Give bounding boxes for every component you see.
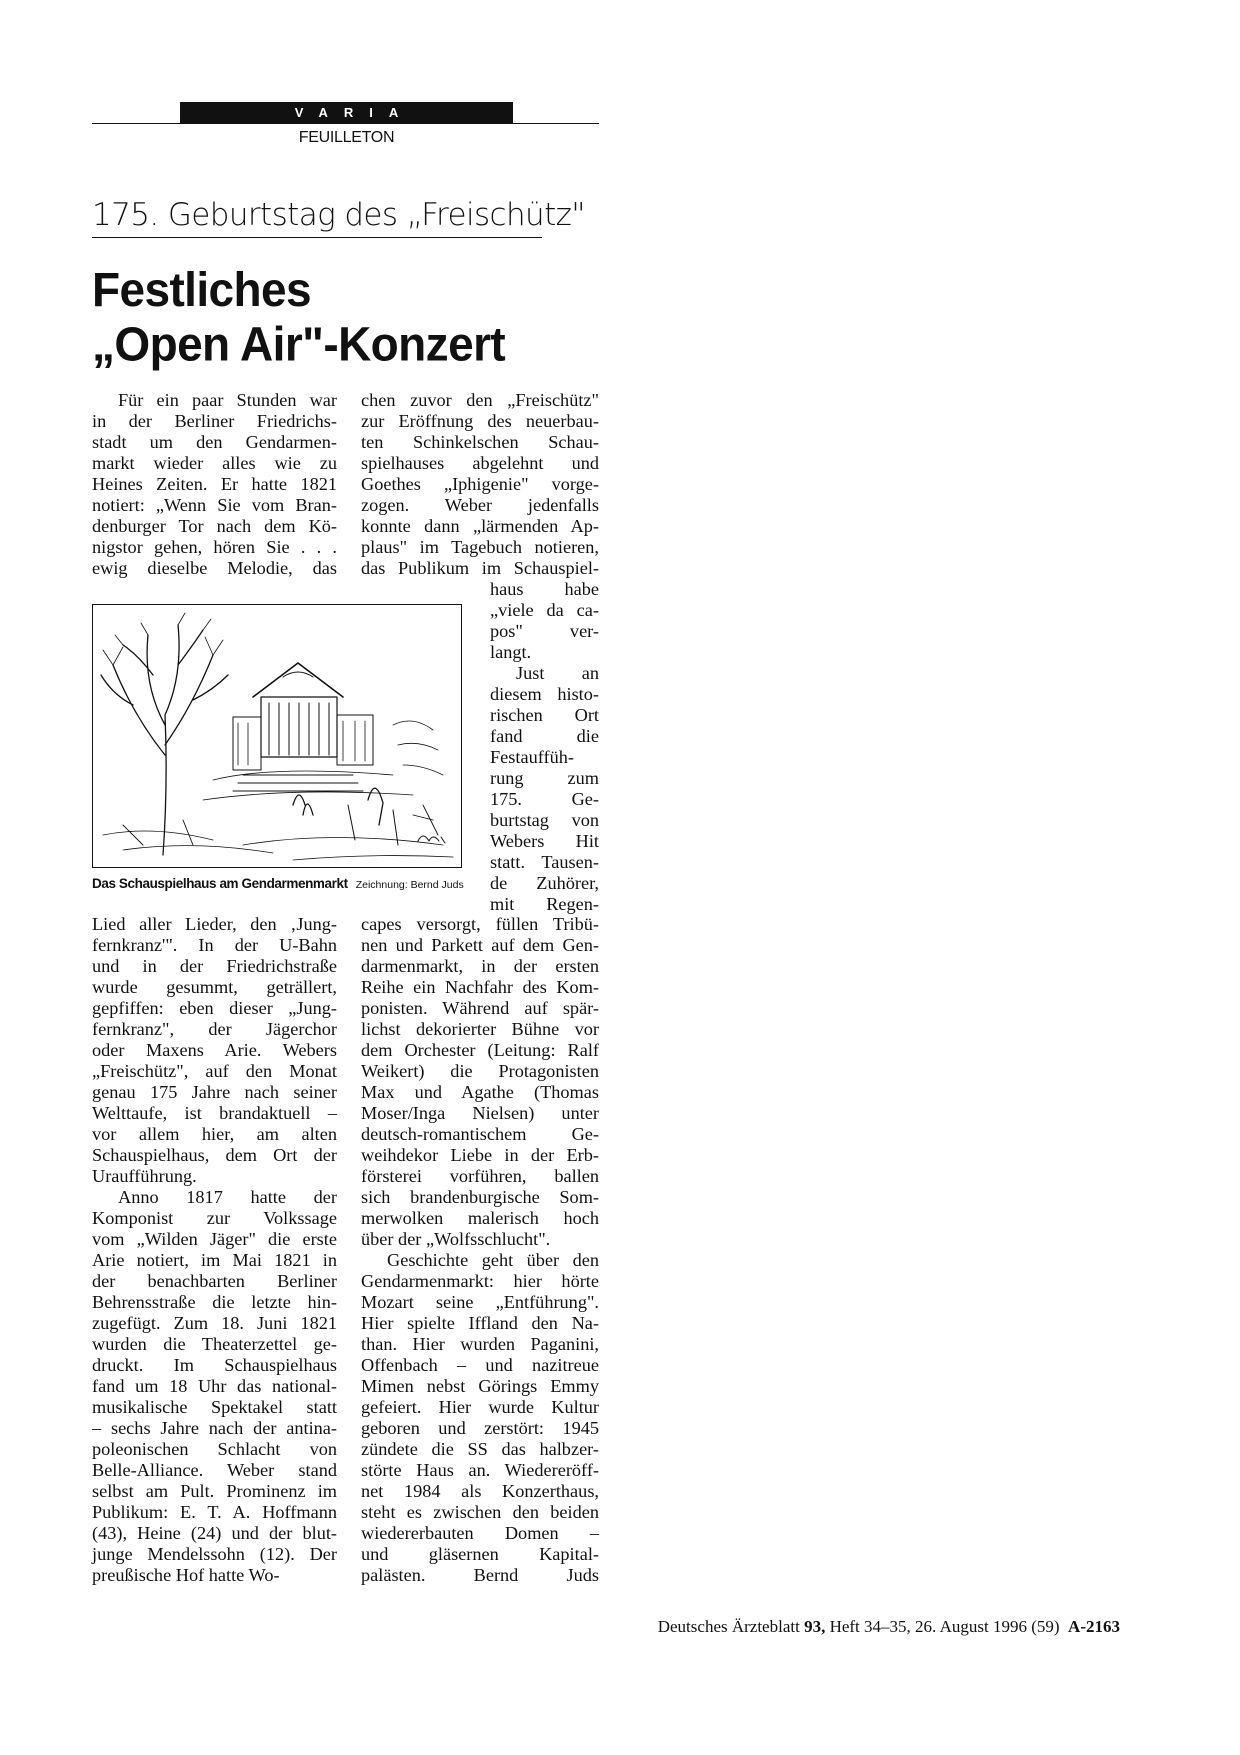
text-line: 175. Ge- [490,789,599,809]
text-line: ewig dieselbe Melodie, das [92,558,337,578]
text-line: „viele da ca- [490,600,599,620]
text-line: mit Regen- [490,894,599,914]
text-line: pos" ver- [490,621,599,641]
text-line: über der „Wolfsschlucht". [361,1229,551,1249]
headline-line-2: „Open Air"-Konzert [92,316,506,372]
text-line: fand die [490,726,599,746]
text-line: „Freischütz", auf den Monat [92,1061,337,1081]
illustration-schauspielhaus [92,604,462,868]
text-line: langt. [490,642,532,662]
text-line: haus habe [490,579,599,599]
text-line: wurde gesummt, geträllert, [92,977,337,997]
text-line: ten Schinkelschen Schau- [361,432,599,452]
text-line: Schauspielhaus, dem Ort der [92,1145,337,1165]
text-line: Just an [516,663,599,683]
text-line: Offenbach – und nazitreue [361,1355,599,1375]
caption-text: Das Schauspielhaus am Gendarmenmarkt [92,876,348,891]
text-line: Behrensstraße die letzte hin- [92,1292,337,1312]
text-line: Hier spielte Iffland den Na- [361,1313,599,1333]
text-line: Uraufführung. [92,1166,197,1186]
header-rule [92,123,599,124]
text-line: Festauffüh- [490,747,574,767]
text-line: Reihe ein Nachfahr des Kom- [361,977,599,997]
column-1-bottom [92,914,337,1586]
text-line: than. Hier wurden Paganini, [361,1334,599,1354]
text-line: Lied aller Lieder, den ‚Jung- [92,914,337,934]
text-line: notiert: „Wenn Sie vom Bran- [92,495,337,515]
text-line: plaus" im Tagebuch notieren, [361,537,599,557]
text-line: net 1984 als Konzerthaus, [361,1481,599,1501]
text-line: genau 175 Jahre nach seiner [92,1082,337,1102]
section-label: VARIA [180,102,513,123]
text-line: Arie notiert, im Mai 1821 in [92,1250,337,1270]
text-line: zündete die SS das halbzer- [361,1439,599,1459]
text-line: deutsch-romantischem Ge- [361,1124,599,1144]
text-line: Webers Hit [490,831,599,851]
text-line: Komponist zur Volkssage [92,1208,337,1228]
text-line: Max und Agathe (Thomas [361,1082,599,1102]
text-line: das Publikum im Schauspiel- [361,558,599,578]
article-kicker: 175. Geburtstag des „Freischütz" [92,195,542,238]
text-line: geboren und zerstört: 1945 [361,1418,599,1438]
figure-caption [92,875,462,893]
text-line: Publikum: E. T. A. Hoffmann [92,1502,337,1522]
text-line: chen zuvor den „Freischütz" [361,390,599,410]
article-headline [92,262,652,371]
text-line: zur Eröffnung des neuerbau- [361,411,599,431]
subsection-label: FEUILLETON [298,129,395,146]
text-line: Goethes „Iphigenie" vorge- [361,474,599,494]
text-line: störte Haus an. Wiedereröff- [361,1460,599,1480]
text-line: zogen. Weber jedenfalls [361,495,599,515]
text-line: capes versorgt, füllen Tribü- [361,914,599,934]
text-line: Heines Zeiten. Er hatte 1821 [92,474,337,494]
footer-journal: Deutsches Ärzteblatt [657,1617,800,1636]
text-line: lichst dekorierter Bühne vor [361,1019,599,1039]
text-line: ponisten. Während auf spär- [361,998,599,1018]
text-line: diesem histo- [490,684,599,704]
text-line: wurden die Theaterzettel ge- [92,1334,337,1354]
column-2-narrow [490,579,599,915]
text-line: Für ein paar Stunden war [118,390,337,410]
text-line: försterei vorführen, ballen [361,1166,599,1186]
text-line: Mimen nebst Görings Emmy [361,1376,599,1396]
text-line: de Zuhörer, [490,873,599,893]
text-line: markt wieder alles wie zu [92,453,337,473]
footer-issue: Heft 34–35, 26. August 1996 (59) [829,1617,1060,1636]
text-line: poleonischen Schlacht von [92,1439,337,1459]
text-line: gepfiffen: eben dieser „Jung- [92,998,337,1018]
text-line: weihdekor Liebe in der Erb- [361,1145,599,1165]
page-footer [658,1617,1120,1637]
text-line: preußische Hof hatte Wo- [92,1565,280,1585]
text-line: darmenmarkt, in der ersten [361,956,599,976]
text-line: sich brandenburgische Som- [361,1187,599,1207]
footer-page-number: A-2163 [1068,1617,1120,1636]
text-line: und gläsernen Kapital- [361,1544,599,1564]
text-line: oder Maxens Arie. Webers [92,1040,337,1060]
text-line: druckt. Im Schauspielhaus [92,1355,337,1375]
text-line: junge Mendelssohn (12). Der [92,1544,337,1564]
text-line: konnte dann „lärmenden Ap- [361,516,599,536]
text-line: fernkranz'". In der U-Bahn [92,935,337,955]
column-2-bottom [361,914,599,1586]
text-line: in der Berliner Friedrichs- [92,411,337,431]
text-line: dem Orchester (Leitung: Ralf [361,1040,599,1060]
drawing-sketch [93,605,461,867]
caption-credit: Zeichnung: Bernd Juds [355,879,464,891]
text-line: Moser/Inga Nielsen) unter [361,1103,599,1123]
text-line: fernkranz", der Jägerchor [92,1019,337,1039]
column-1-top [92,390,337,579]
headline-line-1: Festliches [92,262,311,317]
text-line: nigstor gehen, hören Sie . . . [92,537,337,557]
footer-volume: 93, [804,1617,826,1636]
text-line: palästen. Bernd Juds [361,1565,599,1585]
text-line: denburger Tor nach dem Kö- [92,516,337,536]
text-line: Mozart seine „Entführung". [361,1292,599,1312]
text-line: der benachbarten Berliner [92,1271,337,1291]
text-line: selbst am Pult. Prominenz im [92,1481,337,1501]
text-line: musikalische Spektakel statt [92,1397,337,1417]
text-line: rischen Ort [490,705,599,725]
text-line: merwolken malerisch hoch [361,1208,599,1228]
text-line: gefeiert. Hier wurde Kultur [361,1397,599,1417]
text-line: Gendarmenmarkt: hier hörte [361,1271,599,1291]
text-line: statt. Tausen- [490,852,599,872]
text-line: nen und Parkett auf dem Gen- [361,935,599,955]
text-line: (43), Heine (24) und der blut- [92,1523,337,1543]
text-line: Weikert) die Protagonisten [361,1061,599,1081]
text-line: Geschichte geht über den [387,1250,599,1270]
text-line: stadt um den Gendarmen- [92,432,337,452]
column-2-top [361,390,599,579]
text-line: spielhauses abgelehnt und [361,453,599,473]
text-line: zugefügt. Zum 18. Juni 1821 [92,1313,337,1333]
text-line: Belle-Alliance. Weber stand [92,1460,337,1480]
text-line: vor allem hier, am alten [92,1124,337,1144]
text-line: und in der Friedrichstraße [92,956,337,976]
text-line: rung zum [490,768,599,788]
text-line: – sechs Jahre nach der antina- [92,1418,337,1438]
text-line: steht es zwischen den beiden [361,1502,599,1522]
text-line: fand um 18 Uhr das national- [92,1376,337,1396]
text-line: Anno 1817 hatte der [118,1187,337,1207]
text-line: Welttaufe, ist brandaktuell – [92,1103,337,1123]
text-line: burtstag von [490,810,599,830]
text-line: vom „Wilden Jäger" die erste [92,1229,337,1249]
text-line: wiedererbauten Domen – [361,1523,599,1543]
